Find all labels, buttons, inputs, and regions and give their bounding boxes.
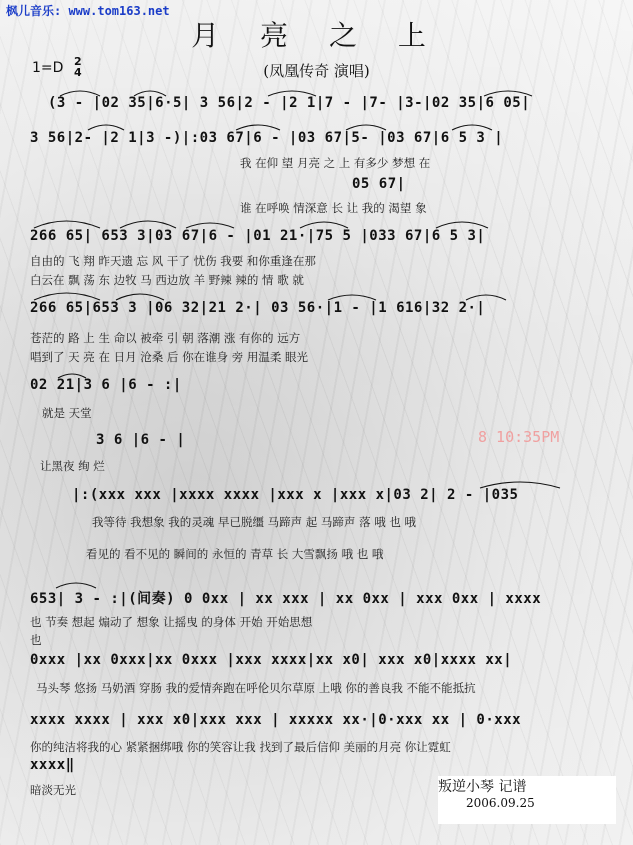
score-row-10: xxxx‖: [30, 757, 75, 773]
lyric-row-2a: 我 在仰 望 月亮 之 上 有多少 梦想 在: [240, 156, 431, 170]
lyric-row-3b: 白云在 飘 荡 东 边牧 马 西边放 羊 野辣 辣的 情 歌 就: [30, 273, 304, 287]
score-row-6: |:(xxx xxx |xxxx xxxx |xxx x |xxx x|03 2| 2 - |035: [72, 487, 519, 503]
score-row-9: xxxx xxxx | xxx x0|xxx xxx | xxxxx xx·|0·xxx xx | 0·xxx: [30, 712, 522, 728]
score-row-5: 02 21|3 6 |6 - :|: [30, 377, 182, 393]
score-row-5b: 3 6 |6 - |: [96, 432, 186, 448]
lyric-row-4a: 苍茫的 路 上 生 命以 被牵 引 朝 落潮 涨 有你的 远方: [30, 331, 301, 345]
slur-arc: [120, 221, 176, 228]
lyric-row-5a: 就是 天堂: [42, 406, 92, 420]
credit-date: 2006.09.25: [466, 796, 535, 810]
lyric-row-9: 你的纯洁将我的心 紧紧捆绑哦 你的笑容让我 找到了最后信仰 美丽的月亮 你让霓虹: [30, 740, 451, 754]
score-row-7: 653| 3 - :|(间奏) 0 0xx | xx xxx | xx 0xx | xxx 0xx | xxxx: [30, 591, 542, 607]
score-row-1: (3 - |02 35|6·5| 3 56|2 - |2 1|7 - |7- |3-|02 35|6 05|: [48, 95, 531, 111]
slur-arc: [34, 293, 100, 300]
time-stamp: 8 10:35PM: [478, 428, 560, 446]
lyric-row-5b: 让黑夜 绚 烂: [40, 459, 105, 473]
score-row-8: 0xxx |xx 0xxx|xx 0xxx |xxx xxxx|xx x0| xxx x0|xxxx xx|: [30, 652, 513, 668]
score-row-3: 266 65| 653 3|03 67|6 - |01 21·|75 5 |033 67|6 5 3|: [30, 228, 486, 244]
score-row-4: 266 65|653 3 |06 32|21 2·| 03 56·|1 - |1 616|32 2·|: [30, 300, 486, 316]
song-title: 月 亮 之 上: [191, 19, 442, 52]
key-signature: 1=D: [32, 60, 64, 76]
lyric-row-3a: 自由的 飞 翔 昨天遗 忘 风 干了 忧伤 我要 和你重逢在那: [30, 254, 316, 268]
score-row-2b: 05 67|: [352, 176, 406, 192]
site-watermark[interactable]: 枫儿音乐: www.tom163.net: [6, 4, 170, 18]
lyric-row-7a: 也 节奏 想起 煽动了 想象 让摇曳 的身体 开始 开始思想: [30, 615, 313, 629]
lyric-row-8: 马头琴 悠扬 马奶酒 穿肠 我的爱情奔跑在呼伦贝尔草原 上哦 你的善良我 不能不能抵抗: [36, 681, 476, 695]
lyric-row-7b: 也: [30, 633, 42, 647]
lyric-row-6a: 我等待 我想象 我的灵魂 早已脱缰 马蹄声 起 马蹄声 落 哦 也 哦: [92, 515, 417, 529]
lyric-row-2b: 谁 在呼唤 情深意 长 让 我的 渴望 象: [240, 201, 427, 215]
score-row-2: 3 56|2- |2 1|3 -)|:03 67|6 - |03 67|5- |03 67|6 5 3 |: [30, 130, 504, 146]
slur-arc: [34, 221, 100, 228]
lyric-row-6b: 看见的 看不见的 瞬间的 永恒的 青草 长 大雪飘扬 哦 也 哦: [86, 547, 384, 561]
time-signature-top: 2: [74, 55, 82, 68]
artist-line: (凤凰传奇 演唱): [263, 62, 370, 80]
credit-transcriber: 叛逆小琴 记谱: [438, 779, 527, 795]
time-signature-bottom: 4: [74, 66, 82, 79]
lyric-row-4b: 唱到了 天 亮 在 日月 沧桑 后 你在谁身 旁 用温柔 眼光: [30, 350, 309, 364]
lyric-row-10: 暗淡无光: [30, 783, 76, 797]
